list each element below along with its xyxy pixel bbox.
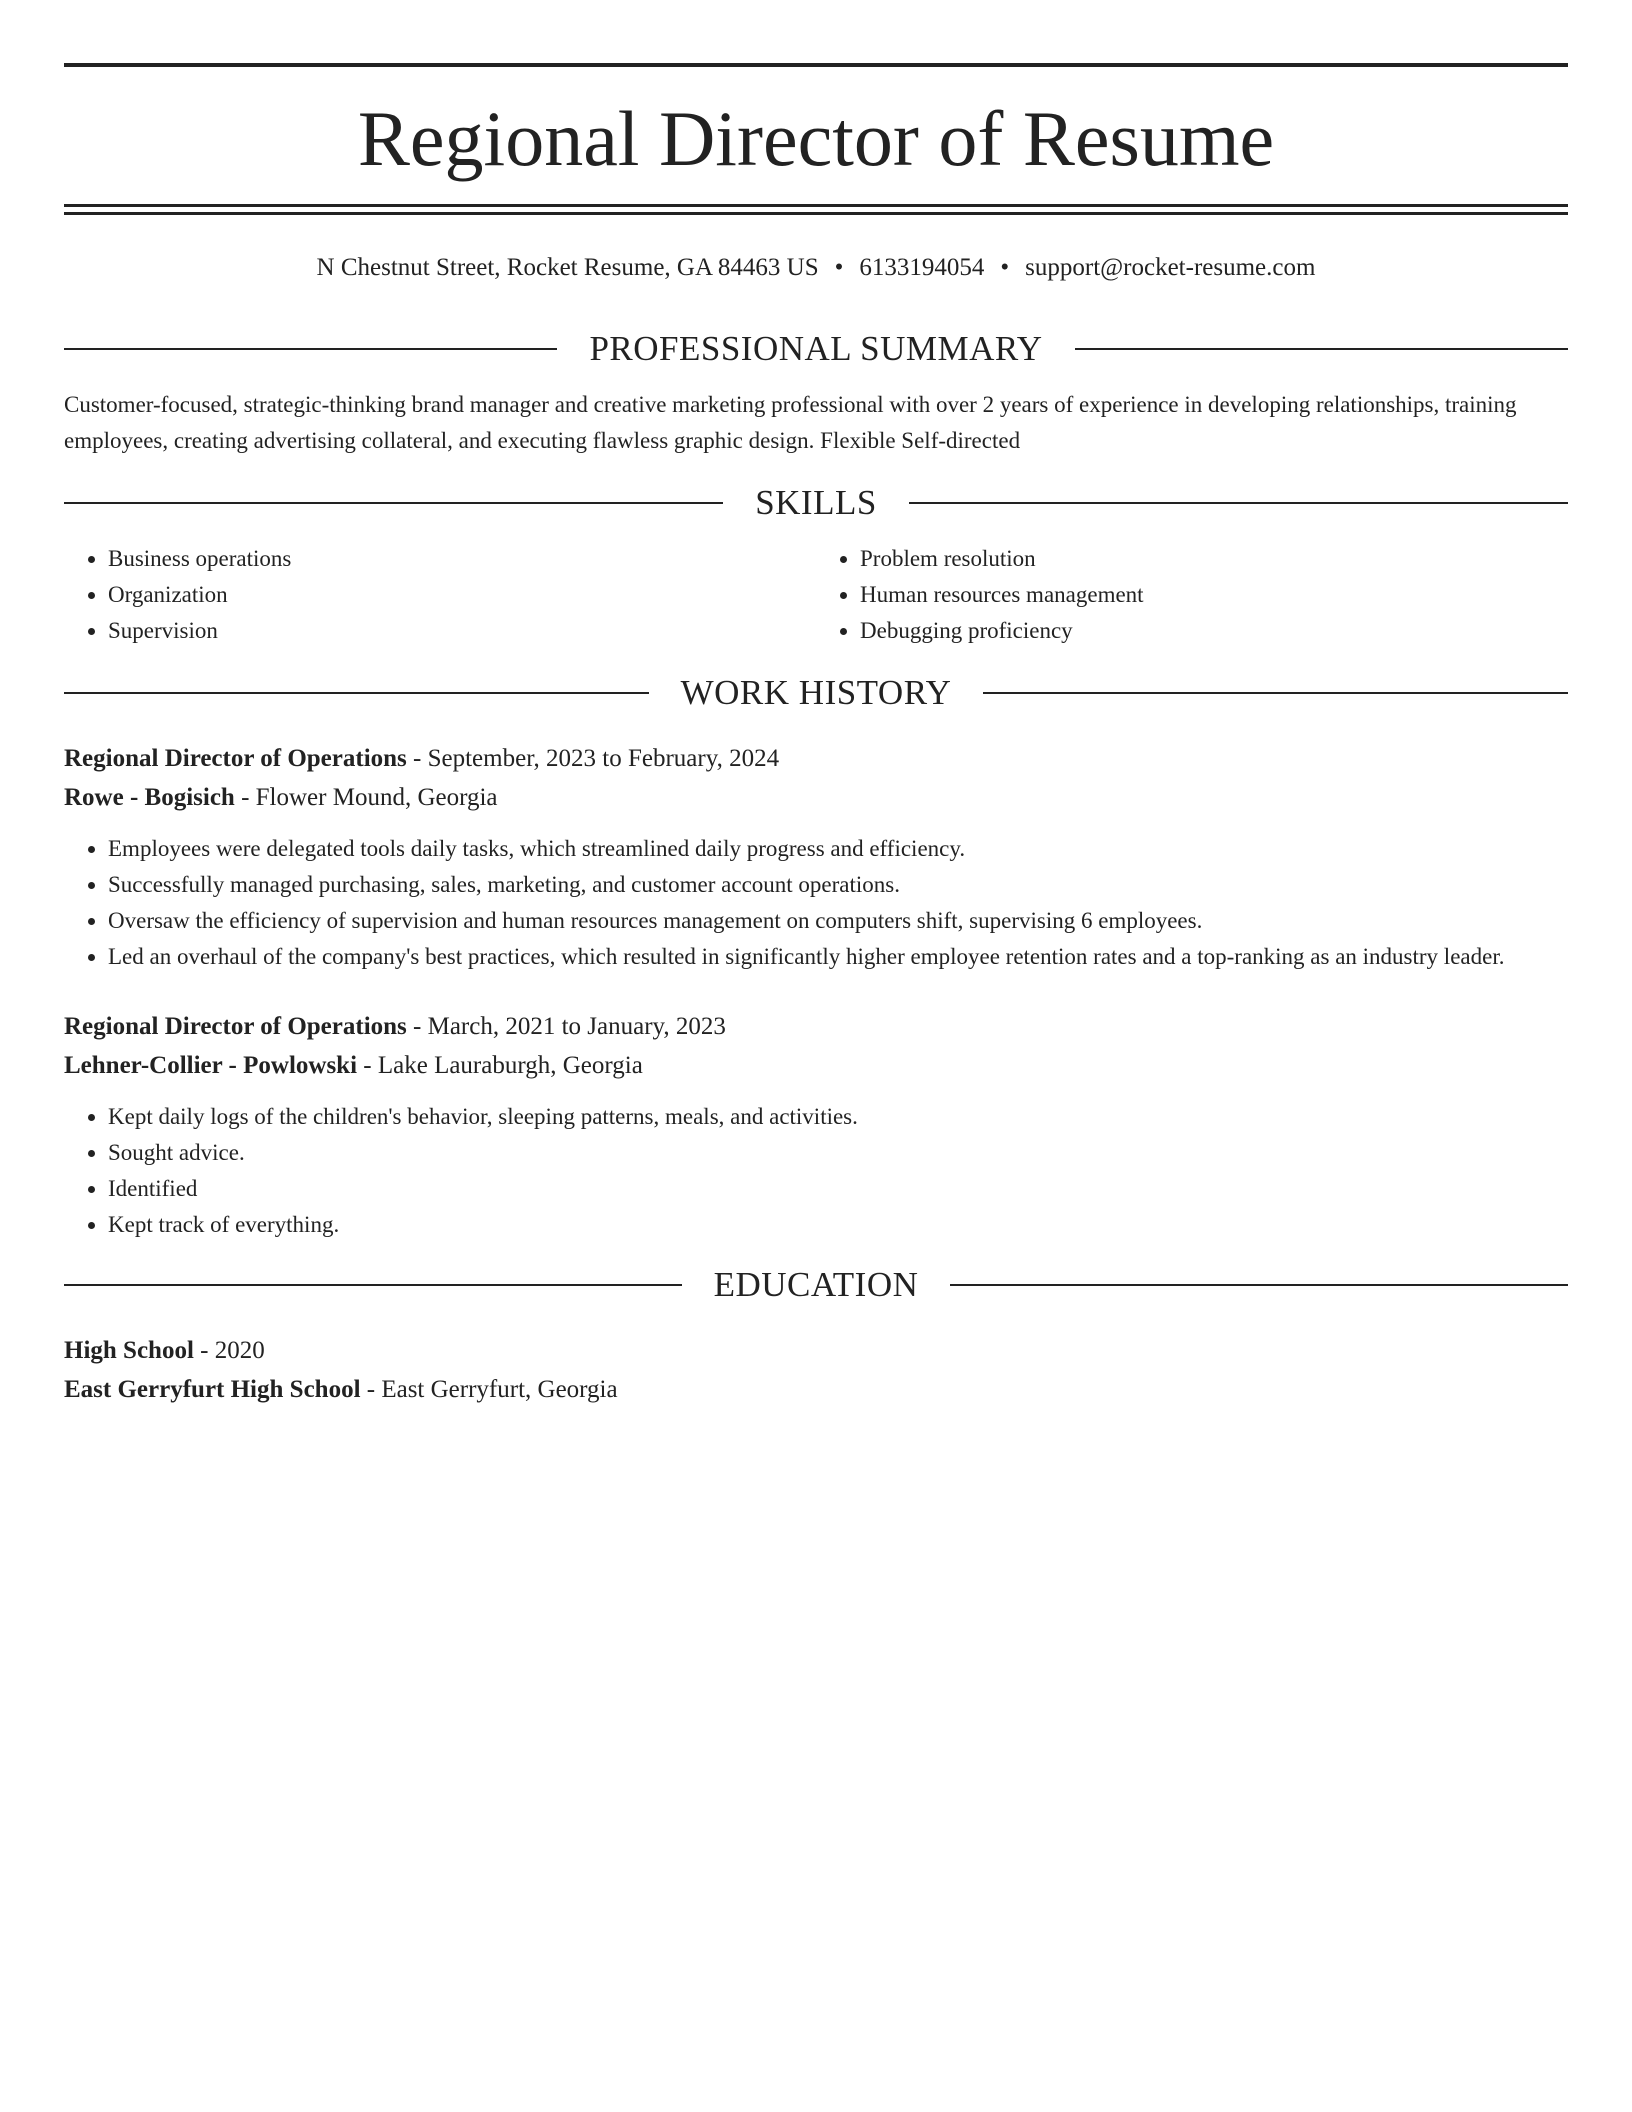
job-bullet: • Successfully managed purchasing, sales, marketing, and customer account operations. [108,867,1568,903]
job-entry [64,739,1568,975]
job-bullet: • Kept track of everything. [108,1207,1568,1243]
education-school: East Gerryfurt High School [64,1376,361,1403]
section-rule [1075,348,1568,350]
work-title: WORK HISTORY [680,673,952,712]
education-degree: High School [64,1337,194,1364]
job-dates: - March, 2021 to January, 2023 [406,1013,726,1040]
work-section-header [64,673,1568,713]
education-degree-line [64,1331,1568,1370]
job-company: Lehner-Collier - Powlowski [64,1052,358,1079]
skills-list [64,541,1568,649]
job-company: Rowe - Bogisich [64,784,235,811]
job-title: Regional Director of Operations [64,1013,407,1040]
job-entry [64,1007,1568,1243]
job-bullet: • Sought advice. [108,1135,1568,1171]
skill-item: • Organization [108,577,816,613]
section-rule [64,502,723,504]
skills-section-header [64,483,1568,523]
job-company-line [64,778,1568,817]
job-location: - Flower Mound, Georgia [234,784,498,811]
education-entry [64,1331,1568,1409]
skill-item: • Supervision [108,613,816,649]
skills-title: SKILLS [755,483,877,522]
section-rule [909,502,1568,504]
education-school-line [64,1370,1568,1409]
summary-section-header [64,329,1568,369]
job-title-line [64,1007,1568,1046]
job-bullet: • Oversaw the efficiency of supervision and human resources management on computers shift, supervising 6 employees. [108,903,1568,939]
section-rule [983,692,1568,694]
section-rule [64,1284,682,1286]
resume-page [64,63,1568,1409]
job-bullets [64,831,1568,975]
contact-separator: • [834,254,844,281]
section-rule [950,1284,1568,1286]
job-title-line [64,739,1568,778]
job-bullet: • Identified [108,1171,1568,1207]
skill-item: • Debugging proficiency [860,613,1568,649]
section-rule [64,348,557,350]
skill-item: • Problem resolution [860,541,1568,577]
skills-column-right [816,541,1568,649]
phone: 6133194054 [859,254,985,281]
job-dates: - September, 2023 to February, 2024 [406,745,780,772]
job-bullet: • Kept daily logs of the children's behavior, sleeping patterns, meals, and activities. [108,1099,1568,1135]
skill-item: • Human resources management [860,577,1568,613]
education-title: EDUCATION [713,1265,919,1304]
education-location: - East Gerryfurt, Georgia [360,1376,618,1403]
job-bullets [64,1099,1568,1243]
job-bullet: • Led an overhaul of the company's best practices, which resulted in significantly higher employee retention rates and a top-ranking as an industry leader. [108,939,1568,975]
resume-name: Regional Director of Resume [357,95,1275,182]
summary-text: Customer-focused, strategic-thinking brand manager and creative marketing professional with over 2 years of experience in developing relationships, training employees, creating advertising collateral, and executing flawless graphic design. Flexible Self-directed [64,392,1517,453]
job-location: - Lake Lauraburgh, Georgia [357,1052,643,1079]
email: support@rocket-resume.com [1025,254,1316,281]
education-section-header [64,1265,1568,1305]
double-rule [64,204,1568,215]
education-year: - 2020 [193,1337,265,1364]
address: N Chestnut Street, Rocket Resume, GA 84463 US [316,254,819,281]
contact-line [64,253,1568,283]
job-company-line [64,1046,1568,1085]
skills-column-left [64,541,816,649]
summary-title: PROFESSIONAL SUMMARY [589,329,1043,368]
job-bullet: • Employees were delegated tools daily tasks, which streamlined daily progress and efficiency. [108,831,1568,867]
contact-separator: • [1000,254,1010,281]
section-rule [64,692,649,694]
skill-item: • Business operations [108,541,816,577]
job-title: Regional Director of Operations [64,745,407,772]
